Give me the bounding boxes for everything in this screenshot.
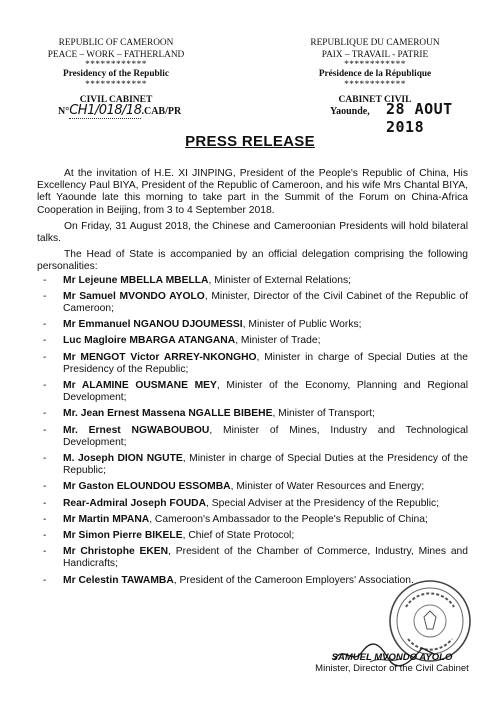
delegation-list — [37, 275, 468, 587]
delegate-role: , Minister in charge of Special Duties at the Presidency of the Republic; — [63, 453, 468, 477]
country-name-en: REPUBLIC OF CAMEROON — [58, 38, 174, 48]
list-dash: - — [43, 335, 47, 347]
list-item — [37, 453, 468, 477]
presidency-en: Presidency of the Republic — [63, 69, 169, 79]
delegate-name: Mr Samuel MVONDO AYOLO — [63, 290, 205, 302]
delegate-name: Mr Christophe EKEN — [63, 546, 169, 558]
reference-prefix: N° — [58, 106, 70, 117]
paragraph-invitation: At the invitation of H.E. XI JINPING, President of the People's Republic of China, His Excellency Paul BIYA, President of the Republic of Cameroon, and his wife Mrs Chantal BIYA, left Yaounde late this morning to take part in the Summit of the Forum on China-Africa Cooperation in Beijing, from 3 to 4 September 2018. — [37, 168, 468, 216]
delegate-name: Mr Gaston ELOUNDOU ESSOMBA — [63, 481, 231, 493]
list-item — [37, 481, 468, 493]
delegate-name: Mr MENGOT Victor ARREY-NKONGHO — [63, 351, 257, 363]
delegate-role: , Special Adviser at the Presidency of the Republic; — [206, 497, 439, 509]
header-divider-stars: ************ — [344, 60, 406, 70]
list-dash: - — [43, 497, 47, 509]
reference-handwritten: CH1/018/18 — [69, 103, 142, 118]
delegate-name: Mr ALAMINE OUSMANE MEY — [63, 380, 217, 392]
list-item — [37, 546, 468, 570]
list-dash: - — [43, 408, 47, 420]
list-dash: - — [43, 574, 47, 586]
list-item — [37, 275, 468, 287]
delegate-name: Mr. Jean Ernest Massena NGALLE BIBEHE — [63, 408, 273, 420]
motto-en: PEACE – WORK – FATHERLAND — [47, 49, 185, 60]
delegate-name: Mr Simon Pierre BIKELE — [63, 530, 183, 542]
delegate-role: , Minister, Director of the Civil Cabinet of the Republic of Cameroon; — [63, 290, 469, 315]
paragraph-delegation-intro: The Head of State is accompanied by an official delegation comprising the following personalities: — [37, 249, 468, 273]
list-dash: - — [43, 546, 47, 558]
delegate-role: , Minister of Public Works; — [242, 319, 362, 331]
delegate-role: , Chief of State Protocol; — [182, 530, 295, 542]
paragraph-bilateral-talks: On Friday, 31 August 2018, the Chinese and Cameroonian Presidents will hold bilateral talks. — [37, 220, 468, 245]
list-item — [37, 408, 468, 420]
signatory-title: Minister, Director of the Civil Cabinet — [315, 663, 469, 674]
delegate-role: , Minister of Water Resources and Energy; — [230, 481, 425, 493]
delegate-name: Mr. Ernest NGWABOUBOU — [63, 424, 210, 436]
signature-block — [292, 652, 492, 674]
list-dash: - — [43, 530, 47, 542]
list-dash: - — [43, 513, 47, 525]
civil-cabinet-en: CIVIL CABINET — [79, 94, 153, 105]
page-title: PRESS RELEASE — [185, 133, 315, 150]
delegate-role: , Minister of External Relations; — [208, 274, 351, 286]
signatory-name: SAMUEL MVONDO AYOLO — [331, 652, 453, 663]
list-item — [37, 319, 468, 331]
list-dash: - — [43, 424, 47, 436]
presidency-fr: Présidence de la République — [318, 69, 432, 79]
delegate-name: Luc Magloire MBARGA ATANGANA — [63, 335, 236, 347]
header-right — [285, 38, 465, 106]
date-stamp: 28 AOUT 2018 — [386, 100, 453, 136]
list-dash: - — [43, 481, 47, 493]
list-dash: - — [43, 453, 47, 465]
document-body — [37, 168, 468, 591]
delegate-name: Mr Martin MPANA — [63, 513, 150, 525]
delegate-name: Mr Celestin TAWAMBA — [63, 574, 174, 586]
delegate-role: , President of the Chamber of Commerce, Industry, Mines and Handicrafts; — [63, 546, 468, 570]
delegate-role: , President of the Cameroon Employers' Association. — [173, 574, 414, 586]
list-item — [37, 291, 468, 315]
list-dash: - — [43, 274, 47, 286]
list-dash: - — [43, 351, 47, 363]
list-item — [37, 425, 468, 449]
delegate-role: , Minister of the Economy, Planning and Regional Development; — [63, 380, 468, 404]
country-name-fr: REPUBLIQUE DU CAMEROUN — [310, 38, 440, 48]
delegate-name: Mr Emmanuel NGANOU DJOUMESSI — [63, 319, 243, 331]
delegate-role: , Minister of Mines, Industry and Technological Development; — [63, 424, 468, 448]
civil-cabinet-fr: CABINET CIVIL — [338, 94, 412, 105]
reference-number — [58, 103, 181, 118]
reference-suffix: .CAB/PR — [141, 106, 182, 117]
delegate-role: , Minister of Trade; — [235, 335, 321, 347]
list-item — [37, 530, 468, 542]
list-item — [37, 514, 468, 526]
delegate-role: , Cameroon's Ambassador to the People's Republic of China; — [149, 513, 428, 525]
delegate-role: , Minister of Transport; — [272, 408, 375, 420]
header-divider-stars: ************ — [85, 79, 147, 90]
header-left — [36, 38, 196, 106]
dateline-city: Yaounde, — [330, 106, 370, 117]
delegate-role: , Minister in charge of Special Duties at the Presidency of the Republic; — [63, 351, 468, 375]
list-item — [37, 498, 468, 510]
list-dash: - — [43, 290, 47, 302]
list-dash: - — [43, 319, 47, 331]
header-divider-stars: ************ — [85, 60, 147, 70]
delegate-name: Rear-Admiral Joseph FOUDA — [63, 497, 207, 509]
list-item — [37, 380, 468, 404]
delegate-name: M. Joseph DION NGUTE — [63, 453, 183, 465]
header-divider-stars: ************ — [344, 79, 406, 90]
motto-fr: PAIX – TRAVAIL - PATRIE — [321, 49, 429, 60]
list-item — [37, 335, 468, 347]
delegate-name: Mr Lejeune MBELLA MBELLA — [63, 274, 209, 286]
list-item — [37, 352, 468, 376]
list-dash: - — [43, 380, 47, 392]
